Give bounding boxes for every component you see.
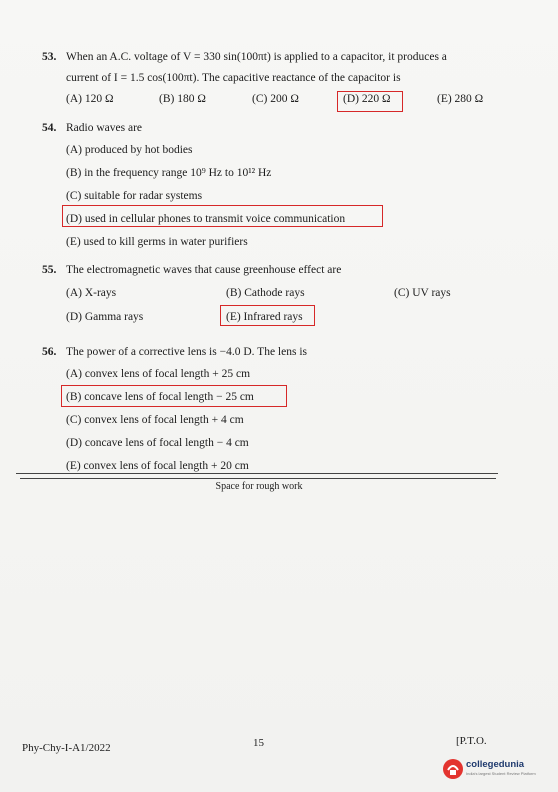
pto-label: [P.T.O.: [456, 735, 487, 747]
question-53: [42, 47, 512, 110]
question-stem: When an A.C. voltage of V = 330 sin(100πt) is applied to a capacitor, it produces a: [66, 51, 447, 63]
rough-work-label: Space for rough work: [215, 481, 303, 492]
question-number: 55.: [42, 264, 57, 276]
answer-mark-box: [337, 91, 403, 112]
watermark-tagline: India's largest Student Review Platform: [466, 771, 536, 776]
option-b: (B) in the frequency range 10⁹ Hz to 10¹² Hz: [66, 167, 272, 179]
option-e: (E) used to kill germs in water purifiers: [66, 236, 248, 248]
answer-mark-box: [220, 305, 315, 326]
question-54: [42, 118, 512, 254]
paper-code: Phy-Chy-I-A1/2022: [22, 742, 111, 754]
option-e: (E) 280 Ω: [437, 93, 484, 105]
answer-mark-box: [62, 205, 383, 227]
question-stem: The power of a corrective lens is −4.0 D. The lens is: [66, 346, 307, 358]
question-number: 53.: [42, 51, 57, 63]
option-c: (C) convex lens of focal length + 4 cm: [66, 414, 244, 426]
collegedunia-watermark: [434, 756, 552, 782]
option-d: (D) concave lens of focal length − 4 cm: [66, 437, 249, 449]
option-d: (D) Gamma rays: [66, 311, 144, 323]
option-e: (E) Infrared rays: [226, 311, 303, 323]
option-c: (C) UV rays: [394, 287, 451, 299]
answer-mark-box: [61, 385, 287, 407]
option-b: (B) 180 Ω: [159, 93, 206, 105]
page-number: 15: [253, 737, 264, 749]
divider: [16, 473, 498, 474]
watermark-brand: collegedunia: [466, 759, 525, 770]
question-number: 54.: [42, 122, 57, 134]
question-stem-cont: current of I = 1.5 cos(100πt). The capacitive reactance of the capacitor is: [66, 72, 401, 84]
question-number: 56.: [42, 346, 57, 358]
option-d: (D) used in cellular phones to transmit voice communication: [66, 213, 346, 225]
option-b: (B) Cathode rays: [226, 287, 305, 299]
collegedunia-logo-icon: [442, 758, 464, 780]
question-stem: Radio waves are: [66, 122, 142, 134]
option-a: (A) convex lens of focal length + 25 cm: [66, 368, 251, 380]
question-56: [42, 341, 512, 478]
question-stem: The electromagnetic waves that cause greenhouse effect are: [66, 264, 342, 276]
option-a: (A) produced by hot bodies: [66, 144, 193, 156]
divider: [20, 478, 496, 479]
option-b: (B) concave lens of focal length − 25 cm: [66, 391, 254, 403]
option-e: (E) convex lens of focal length + 20 cm: [66, 460, 249, 472]
option-a: (A) 120 Ω: [66, 93, 114, 105]
option-a: (A) X-rays: [66, 287, 117, 299]
option-c: (C) 200 Ω: [252, 93, 299, 105]
option-d: (D) 220 Ω: [343, 93, 391, 105]
option-c: (C) suitable for radar systems: [66, 190, 203, 202]
